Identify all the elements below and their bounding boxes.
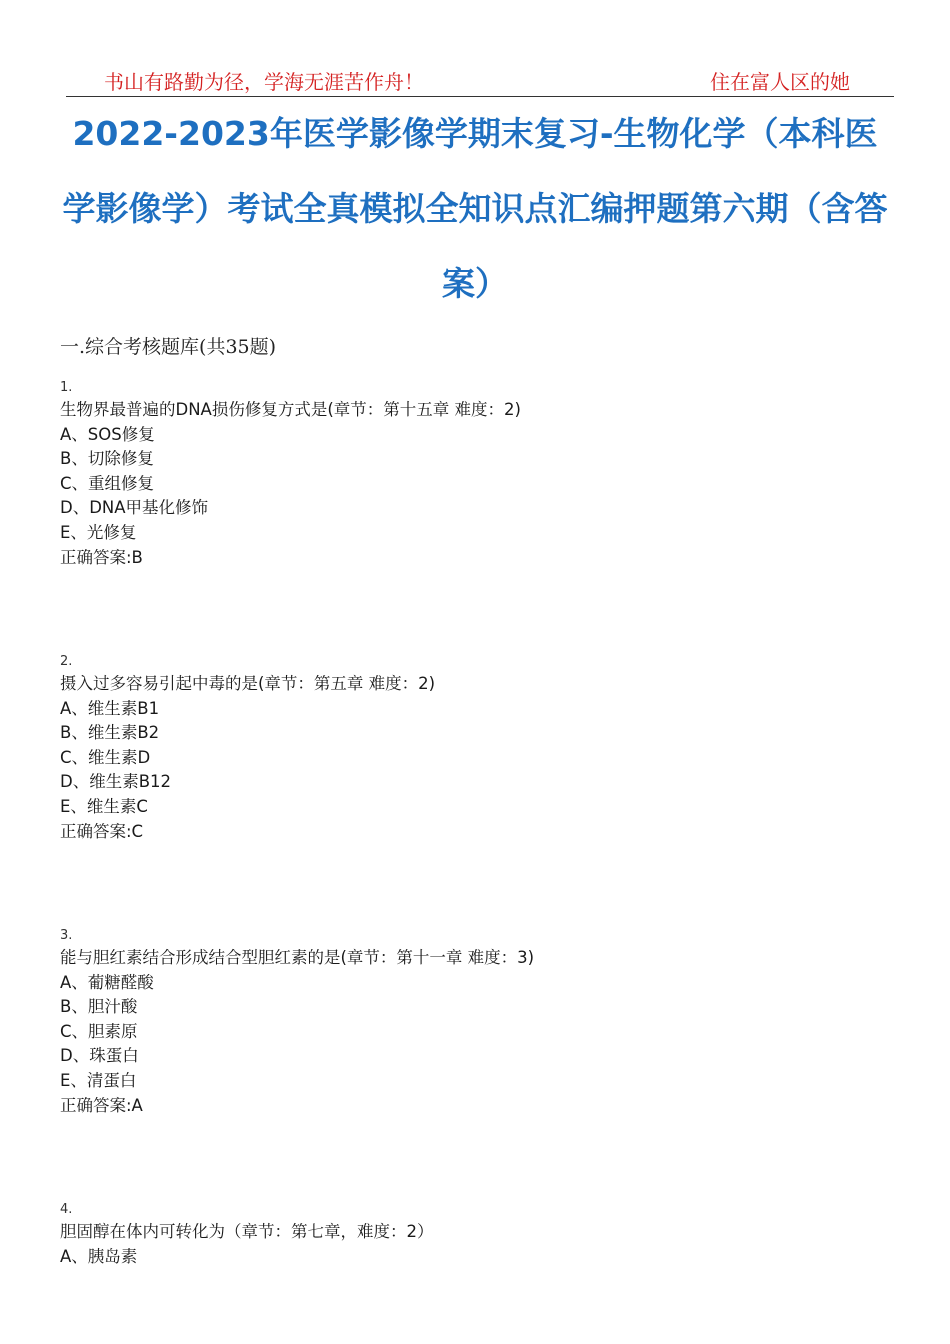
question-option: B、维生素B2 xyxy=(60,723,160,743)
question-answer: 正确答案:B xyxy=(60,547,143,567)
question-4 xyxy=(60,1200,880,1269)
question-option: D、DNA甲基化修饰 xyxy=(60,498,209,518)
question-option: A、胰岛素 xyxy=(60,1246,138,1266)
question-stem: 摄入过多容易引起中毒的是(章节：第五章 难度：2) xyxy=(60,674,436,693)
question-option: C、胆素原 xyxy=(60,1021,138,1041)
question-number: 2. xyxy=(60,654,73,669)
question-option: B、切除修复 xyxy=(60,449,154,469)
question-option: A、葡糖醛酸 xyxy=(60,972,154,992)
question-option: A、SOS修复 xyxy=(60,424,155,444)
question-option: B、胆汁酸 xyxy=(60,997,138,1017)
question-option: A、维生素B1 xyxy=(60,698,160,718)
question-option: D、珠蛋白 xyxy=(60,1046,139,1066)
question-number: 1. xyxy=(60,380,73,395)
question-stem: 胆固醇在体内可转化为（章节：第七章，难度：2） xyxy=(60,1222,434,1241)
question-stem: 生物界最普遍的DNA损伤修复方式是(章节：第十五章 难度：2) xyxy=(60,400,521,419)
question-answer: 正确答案:C xyxy=(60,821,144,841)
document-title: 2022-2023年医学影像学期末复习-生物化学（本科医学影像学）考试全真模拟全知识点汇编押题第六期（含答案） xyxy=(62,114,888,303)
page-header xyxy=(66,62,894,97)
question-option: D、维生素B12 xyxy=(60,772,172,792)
question-stem: 能与胆红素结合形成结合型胆红素的是(章节：第十一章 难度：3) xyxy=(60,948,535,967)
question-answer: 正确答案:A xyxy=(60,1095,143,1115)
question-option: E、清蛋白 xyxy=(60,1070,137,1090)
question-number: 3. xyxy=(60,928,73,943)
question-2 xyxy=(60,652,880,844)
question-number: 4. xyxy=(60,1202,73,1217)
question-option: E、维生素C xyxy=(60,796,148,816)
question-1 xyxy=(60,378,880,570)
question-option: E、光修复 xyxy=(60,522,137,542)
question-option: C、维生素D xyxy=(60,747,151,767)
question-option: C、重组修复 xyxy=(60,473,155,493)
question-3 xyxy=(60,926,880,1118)
header-motto-right: 住在富人区的她 xyxy=(710,70,850,94)
section-heading: 一.综合考核题库(共35题) xyxy=(60,336,277,358)
header-motto-left: 书山有路勤为径，学海无涯苦作舟！ xyxy=(104,70,424,94)
